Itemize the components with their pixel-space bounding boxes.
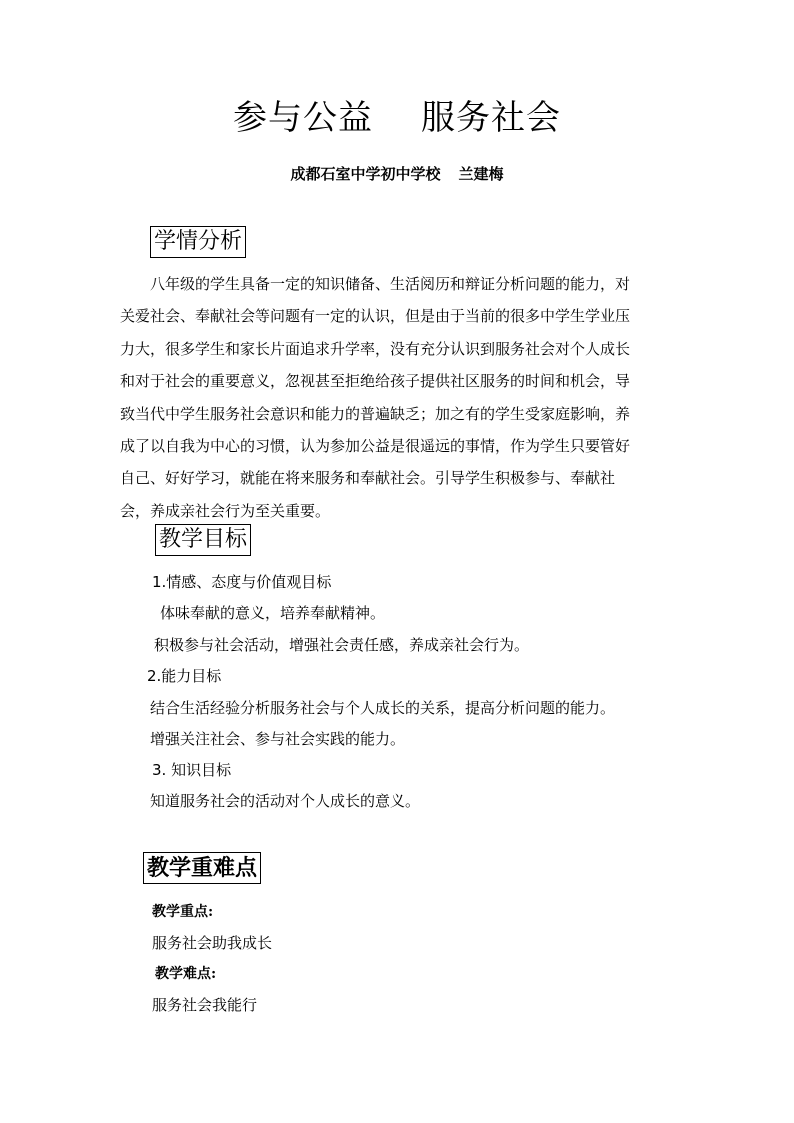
- analysis-line: 自己、好好学习，就能在将来服务和奉献社会。引导学生积极参与、奉献社: [120, 469, 616, 488]
- goal-item-1-title: 1.情感、态度与价值观目标: [152, 573, 332, 591]
- analysis-line: 致当代中学生服务社会意识和能力的普遍缺乏；加之有的学生受家庭影响，养: [120, 404, 631, 423]
- goal-item-1-line-1: 体味奉献的意义，培养奉献精神。: [160, 604, 386, 622]
- goal-item-3-title: 3. 知识目标: [152, 761, 232, 779]
- section-heading-goals: 教学目标: [155, 524, 251, 556]
- author-line: [0, 163, 794, 185]
- goal-item-2-line-2: 增强关注社会、参与社会实践的能力。: [150, 730, 406, 748]
- author-school: 成都石室中学初中学校: [290, 165, 441, 183]
- difficulty-text: 服务社会我能行: [152, 996, 258, 1014]
- goal-item-1-line-2: 积极参与社会活动，增强社会责任感，养成亲社会行为。: [154, 636, 530, 654]
- title-part-2: 服务社会: [421, 98, 561, 138]
- analysis-line: 力大，很多学生和家长片面追求升学率，没有充分认识到服务社会对个人成长: [120, 339, 631, 358]
- goal-item-3-line-1: 知道服务社会的活动对个人成长的意义。: [150, 792, 421, 810]
- analysis-line: 和对于社会的重要意义，忽视甚至拒绝给孩子提供社区服务的时间和机会，导: [120, 372, 631, 391]
- document-title: [0, 94, 794, 142]
- goal-item-2-title: 2.能力目标: [147, 667, 222, 685]
- focus-text: 服务社会助我成长: [152, 934, 273, 952]
- goal-item-2-line-1: 结合生活经验分析服务社会与个人成长的关系，提高分析问题的能力。: [150, 699, 616, 717]
- section-heading-analysis: 学情分析: [150, 226, 246, 258]
- analysis-line: 成了以自我为中心的习惯，认为参加公益是很遥远的事情，作为学生只要管好: [120, 436, 631, 455]
- difficulty-label: 教学难点:: [155, 966, 217, 982]
- section-heading-keypoints: 教学重难点: [143, 852, 261, 884]
- focus-label: 教学重点:: [152, 904, 214, 920]
- analysis-line: 八年级的学生具备一定的知识储备、生活阅历和辩证分析问题的能力，对: [150, 275, 631, 293]
- author-name: 兰建梅: [458, 165, 504, 183]
- analysis-line: 关爱社会、奉献社会等问题有一定的认识，但是由于当前的很多中学生学业压: [120, 307, 631, 326]
- analysis-line: 会，养成亲社会行为至关重要。: [120, 501, 331, 520]
- title-part-1: 参与公益: [233, 98, 373, 138]
- analysis-paragraph: [120, 268, 680, 527]
